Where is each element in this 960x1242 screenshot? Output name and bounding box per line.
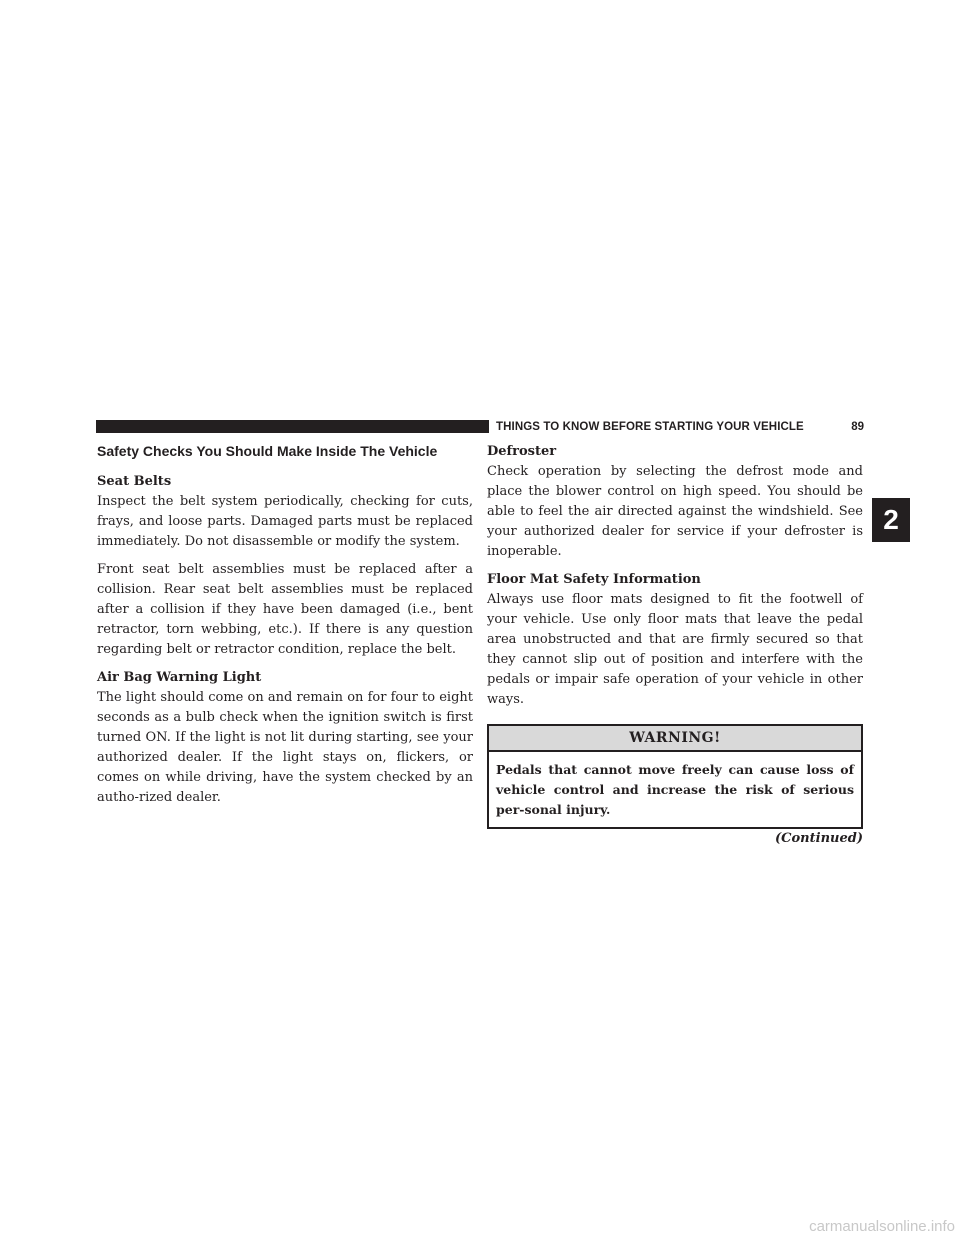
air-bag-heading: Air Bag Warning Light [97, 670, 262, 685]
seat-belts-heading: Seat Belts [97, 474, 172, 489]
defroster-paragraph: Check operation by selecting the defrost mode and place the blower control on high speed. You should be able to feel the air directed against the windshield. See your authorized dealer for service if your defroster is inoperable. [487, 464, 863, 559]
floor-mat-paragraph: Always use floor mats designed to fit the footwell of your vehicle. Use only floor mats that leave the pedal area unobstructed and that are firmly secured so that they cannot slip out of position and interfere with the pedals or impair safe operation of your vehicle in other ways. [487, 592, 863, 707]
defroster-heading: Defroster [487, 444, 557, 459]
section-title: Safety Checks You Should Make Inside The Vehicle [97, 443, 438, 459]
page-number: 89 [851, 421, 864, 433]
left-column [97, 442, 473, 816]
warning-body: Pedals that cannot move freely can cause loss of vehicle control and increase the risk of serious per-sonal injury. [496, 762, 854, 817]
running-header-title: THINGS TO KNOW BEFORE STARTING YOUR VEHICLE [496, 421, 804, 433]
header-rule [96, 420, 489, 433]
warning-box [487, 724, 863, 829]
watermark: carmanualsonline.info [809, 1218, 955, 1235]
right-column [487, 442, 863, 848]
continued-label: (Continued) [775, 831, 863, 846]
air-bag-paragraph: The light should come on and remain on for four to eight seconds as a bulb check when the ignition switch is first turned ON. If the light is not lit during starting, see your authorized dealer. If the light stays on, flickers, or comes on while driving, have the system checked by an autho-rized dealer. [97, 690, 473, 805]
seat-belts-paragraph-1: Inspect the belt system periodically, checking for cuts, frays, and loose parts. Damaged parts must be replaced immediately. Do not disassemble or modify the system. [97, 494, 473, 549]
chapter-tab: 2 [872, 498, 910, 542]
floor-mat-heading: Floor Mat Safety Information [487, 572, 701, 587]
seat-belts-paragraph-2: Front seat belt assemblies must be replaced after a collision. Rear seat belt assemblies must be replaced after a collision if they have been damaged (i.e., bent retractor, torn webbing, etc.). If there is any question regarding belt or retractor condition, replace the belt. [97, 562, 473, 657]
warning-title: WARNING! [489, 726, 861, 752]
